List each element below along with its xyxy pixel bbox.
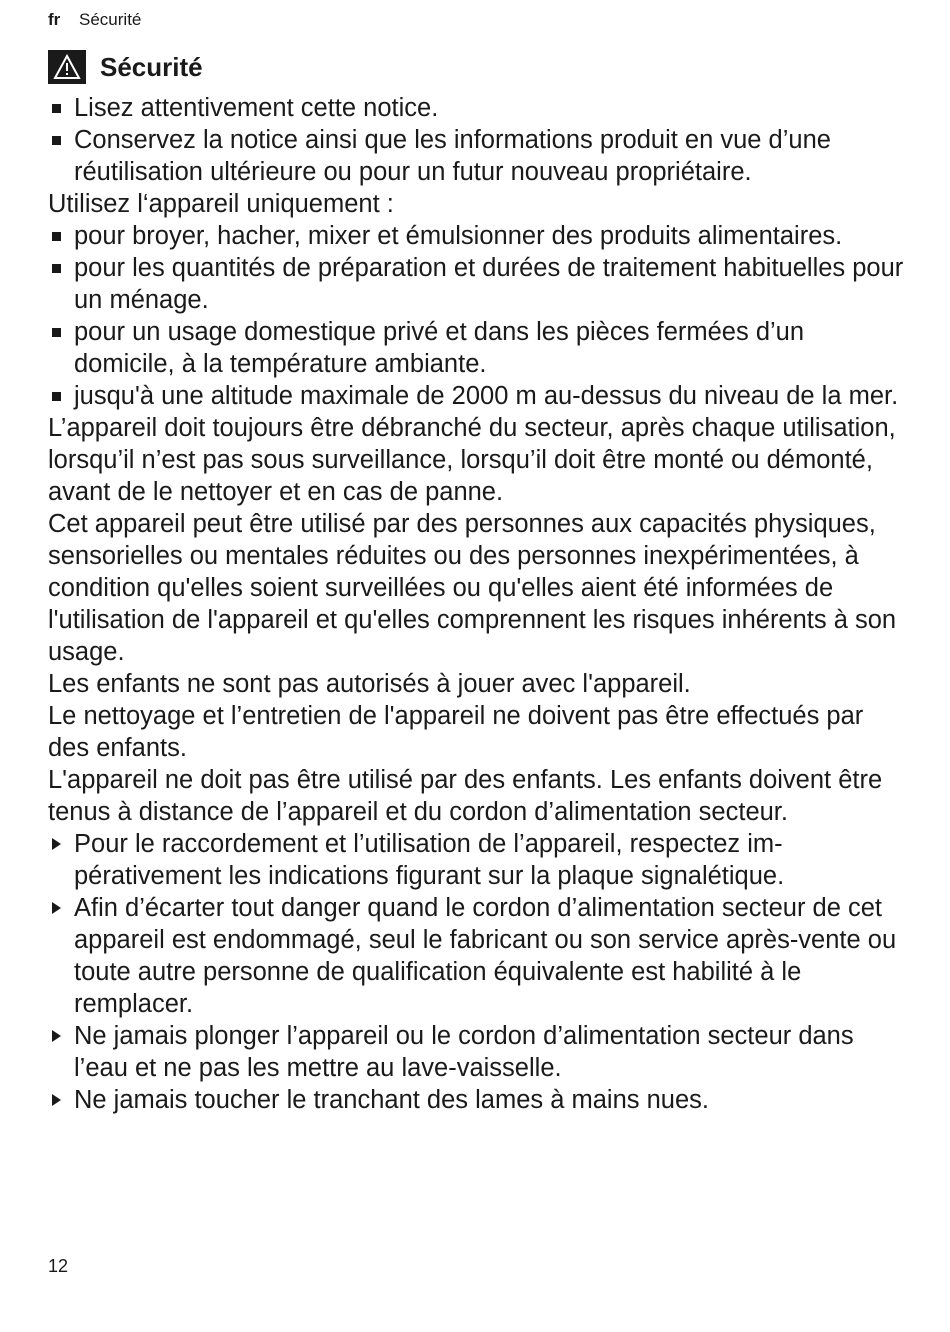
triangle-bullet-icon xyxy=(52,838,61,850)
square-bullet-icon xyxy=(52,264,61,273)
square-bullet-icon xyxy=(52,104,61,113)
header-section: Sécurité xyxy=(79,10,142,29)
paragraph: Le nettoyage et l’entretien de l'appareil ne doivent pas être effectués par des enfants. xyxy=(48,702,864,762)
paragraph: L'appareil ne doit pas être utilisé par des enfants. Les enfants doivent être tenus à distance de l’appareil et du cordon d’alimentation secteur. xyxy=(48,766,883,826)
triangle-bullet-icon xyxy=(52,1030,61,1042)
page-title: Sécurité xyxy=(100,51,203,82)
section-title xyxy=(48,50,203,84)
paragraph: Cet appareil peut être utilisé par des personnes aux capacités physiques, sensorielles ou mentales réduites ou des personnes inexpérimentées, à condition qu'elles soient surveillées ou qu'elles aient été informées de l'utilisation de l'appareil et qu'elles comprennent les risques inhérents à son usage. xyxy=(48,510,897,666)
list-item: Conservez la notice ainsi que les informations produit en vue d’une réutilisation ultérieure ou pour un futur nouveau propriétaire. xyxy=(48,124,908,188)
square-bullet-icon xyxy=(52,392,61,401)
instruction-item: Ne jamais toucher le tranchant des lames à mains nues. xyxy=(48,1084,908,1116)
instruction-item: Afin d’écarter tout danger quand le cordon d’alimentation secteur de cet appareil est endommagé, seul le fabricant ou son service après-vente ou toute autre personne de qualification équivalente est habilité à le remplacer. xyxy=(48,892,908,1020)
square-bullet-icon xyxy=(52,232,61,241)
list-item: pour broyer, hacher, mixer et émulsionner des produits alimentaires. xyxy=(48,220,908,252)
list-item: pour un usage domestique privé et dans les pièces fermées d’un domicile, à la température ambiante. xyxy=(48,316,908,380)
instruction-item: Ne jamais plonger l’appareil ou le cordon d’alimentation secteur dans l’eau et ne pas les mettre au lave-vaisselle. xyxy=(48,1020,908,1084)
list-item: Lisez attentivement cette notice. xyxy=(48,92,908,124)
usage-heading: Utilisez l‘appareil uniquement : xyxy=(48,190,394,218)
document-body xyxy=(48,92,908,1116)
square-bullet-icon xyxy=(52,328,61,337)
language-code: fr xyxy=(48,10,61,29)
warning-triangle-icon xyxy=(48,50,86,84)
triangle-bullet-icon xyxy=(52,902,61,914)
paragraph: L’appareil doit toujours être débranché du secteur, après chaque utilisation, lorsqu’il n’est pas sous surveillance, lorsqu’il doit être monté ou démonté, avant de le nettoyer et en cas de panne. xyxy=(48,414,896,506)
list-item: jusqu'à une altitude maximale de 2000 m au-dessus du niveau de la mer. xyxy=(48,380,908,412)
page-header xyxy=(48,10,141,30)
list-item: pour les quantités de préparation et durées de traitement habituelles pour un ménage. xyxy=(48,252,908,316)
page-number: 12 xyxy=(48,1256,69,1276)
instruction-item: Pour le raccordement et l’utilisation de l’appareil, respectez impérativement les indications figurant sur la plaque signalétique. xyxy=(48,828,908,892)
paragraph: Les enfants ne sont pas autorisés à jouer avec l'appareil. xyxy=(48,670,691,698)
square-bullet-icon xyxy=(52,136,61,145)
triangle-bullet-icon xyxy=(52,1094,61,1106)
